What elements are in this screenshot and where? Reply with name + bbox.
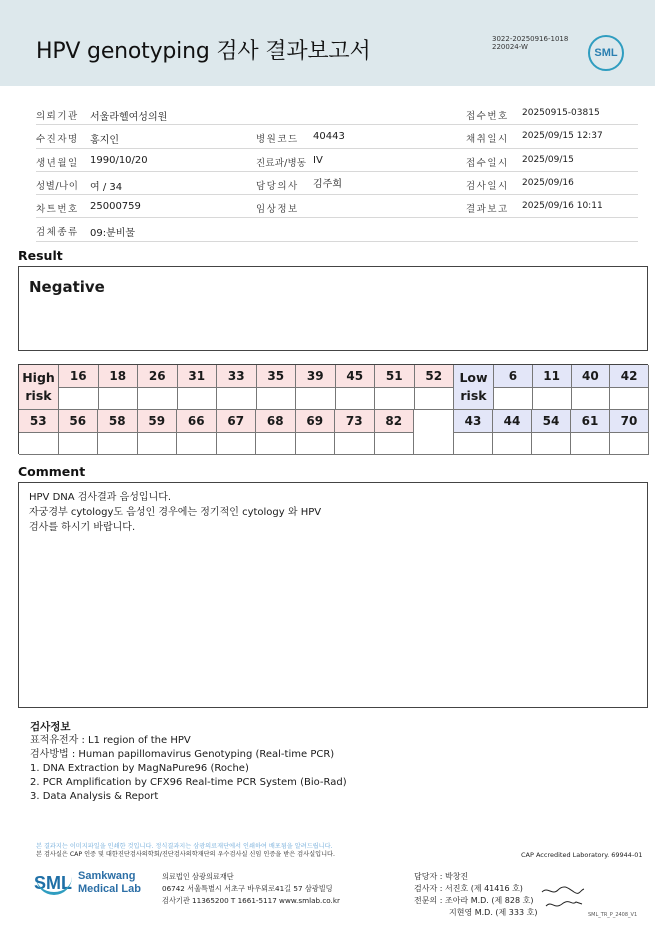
high-risk-header — [19, 365, 59, 410]
low-risk-label: Low — [459, 370, 488, 385]
low-risk-genotype-label: 42 — [610, 365, 649, 388]
info-label: 진료과/병동 — [256, 157, 307, 169]
high-risk-genotype-label: 16 — [59, 365, 99, 388]
staff-line: 검사자 : 서진호 (제 41416 호) — [414, 884, 523, 893]
info-value: 서울라헬여성의원 — [90, 112, 168, 123]
staff-line: 전문의 : 조아라 M.D. (제 828 호) — [414, 896, 534, 905]
high-risk-genotype-result — [98, 433, 138, 456]
info-row — [36, 172, 638, 195]
logo-name-line: Medical Lab — [78, 883, 141, 895]
info-value: 1990/10/20 — [90, 154, 148, 166]
high-risk-genotype-result — [296, 433, 336, 456]
low-risk-genotype-result — [610, 433, 649, 456]
test-method-info — [30, 720, 347, 804]
footer-logo-sml: SML — [34, 872, 72, 893]
org-contact: 검사기관 11365200 T 1661-5117 www.smlab.co.kr — [162, 896, 340, 905]
low-risk-label: risk — [460, 388, 487, 403]
high-risk-genotype-label: 31 — [178, 365, 218, 388]
info-row — [36, 195, 638, 218]
info-label: 의뢰기관 — [36, 111, 79, 122]
comment-heading: Comment — [18, 464, 86, 479]
high-risk-genotype-result — [296, 388, 336, 411]
info-row — [36, 125, 638, 148]
high-risk-genotype-label: 68 — [256, 410, 296, 433]
info-label: 임상정보 — [256, 204, 299, 216]
info-value: 김주희 — [313, 178, 342, 190]
staff-info — [414, 871, 537, 919]
high-risk-genotype-label: 39 — [296, 365, 336, 388]
low-risk-genotype-result — [494, 388, 533, 411]
low-risk-genotype-result — [572, 388, 611, 411]
result-value: Negative — [29, 278, 105, 296]
report-title: HPV genotyping 검사 결과보고서 — [36, 39, 371, 64]
comment-line: HPV DNA 검사결과 음성입니다. — [29, 492, 172, 503]
high-risk-genotype-result — [257, 388, 297, 411]
footer-logo — [36, 870, 141, 896]
low-risk-genotype-result — [533, 388, 572, 411]
cap-accreditation: CAP Accredited Laboratory. 69944-01 — [521, 851, 643, 859]
high-risk-genotype-result — [59, 388, 99, 411]
staff-line: 담당자 : 박창진 — [414, 872, 469, 881]
low-risk-genotype-label: 6 — [494, 365, 533, 388]
method-line: 2. PCR Amplification by CFX96 Real-time PCR System (Bio-Rad) — [30, 777, 347, 788]
info-value: 20250915-03815 — [522, 108, 600, 118]
high-risk-genotype-label: 51 — [375, 365, 415, 388]
high-risk-genotype-label: 56 — [59, 410, 99, 433]
high-risk-genotype-label: 52 — [415, 365, 455, 388]
method-line: 검사방법 : Human papillomavirus Genotyping (Real-time PCR) — [30, 749, 335, 760]
high-risk-label: High — [22, 370, 55, 385]
high-risk-genotype-result — [99, 388, 139, 411]
hpv-genotype-grid — [18, 364, 648, 454]
info-row — [36, 102, 638, 125]
form-code: SML_TR_P_2408_V1 — [588, 912, 638, 918]
low-risk-genotype-label: 43 — [454, 410, 493, 433]
low-risk-genotype-result — [532, 433, 571, 456]
high-risk-genotype-label: 58 — [98, 410, 138, 433]
high-risk-genotype-result — [336, 388, 376, 411]
high-risk-genotype-result — [375, 433, 415, 456]
info-label: 병원코드 — [256, 134, 299, 146]
staff-line: 지현영 M.D. (제 333 호) — [449, 908, 538, 917]
report-code-line-2: 220024-W — [492, 43, 528, 51]
high-risk-genotype-label: 53 — [19, 410, 59, 433]
low-risk-genotype-label: 44 — [493, 410, 532, 433]
high-risk-genotype-result — [59, 433, 99, 456]
high-risk-genotype-result — [138, 433, 178, 456]
high-risk-genotype-label: 67 — [217, 410, 257, 433]
info-label: 담당의사 — [256, 180, 299, 192]
info-value: 여 / 34 — [90, 181, 123, 193]
high-risk-genotype-result — [375, 388, 415, 411]
org-address: 06742 서울특별시 서초구 바우뫼로41길 57 삼광빌딩 — [162, 884, 333, 893]
high-risk-genotype-label: 33 — [217, 365, 257, 388]
comment-line: 자궁경부 cytology도 음성인 경우에는 정기적인 cytology 와 HPV — [29, 507, 322, 518]
low-risk-genotype-result — [493, 433, 532, 456]
low-risk-genotype-result — [454, 433, 493, 456]
sml-logo: SML — [588, 35, 624, 71]
report-code — [492, 35, 568, 51]
info-label: 차트번호 — [36, 204, 79, 216]
high-risk-genotype-label: 82 — [375, 410, 415, 433]
footer-logo-name — [78, 870, 141, 896]
grid-spacer — [414, 410, 454, 455]
high-risk-genotype-label: 45 — [336, 365, 376, 388]
notice-accreditation: 본 검사실은 CAP 인증 및 대한진단검사의학회/진단검사의학재단의 우수검사실 신임 인증을 받은 검사실입니다. — [36, 851, 335, 858]
low-risk-genotype-result — [610, 388, 649, 411]
org-name: 의료법인 삼광의료재단 — [162, 872, 234, 881]
info-row — [36, 149, 638, 172]
high-risk-genotype-label: 18 — [99, 365, 139, 388]
high-risk-genotype-label: 59 — [138, 410, 178, 433]
high-risk-genotype-label: 35 — [257, 365, 297, 388]
low-risk-genotype-label: 40 — [572, 365, 611, 388]
info-value: 2025/09/16 — [522, 177, 574, 188]
high-risk-genotype-result — [415, 388, 455, 411]
info-label: 검체종류 — [36, 227, 79, 239]
info-value: 2025/09/16 10:11 — [522, 201, 603, 212]
high-risk-genotype-label: 26 — [138, 365, 178, 388]
method-line: 3. Data Analysis & Report — [30, 791, 159, 802]
high-risk-genotype-result — [138, 388, 178, 411]
patient-info-table — [36, 102, 638, 242]
info-value: 09:분비물 — [90, 228, 136, 240]
report-code-line-1: 3022-20250916-1018 — [492, 35, 569, 43]
info-label: 생년월일 — [36, 157, 79, 169]
method-title: 검사정보 — [30, 721, 71, 733]
high-risk-genotype-result — [335, 433, 375, 456]
high-risk-genotype-result — [217, 433, 257, 456]
info-value: 40443 — [313, 131, 345, 143]
high-risk-genotype-label: 66 — [177, 410, 217, 433]
low-risk-header — [454, 365, 494, 410]
info-label: 접수번호 — [466, 111, 509, 122]
report-header — [0, 0, 655, 86]
signature-icon — [540, 884, 586, 914]
info-value: 홍지인 — [90, 135, 119, 147]
high-risk-genotype-label: 73 — [335, 410, 375, 433]
method-line: 표적유전자 : L1 region of the HPV — [30, 735, 191, 746]
comment-box — [18, 482, 648, 708]
info-value: 2025/09/15 — [522, 154, 574, 165]
high-risk-label: risk — [25, 388, 52, 403]
high-risk-genotype-result — [256, 433, 296, 456]
result-heading: Result — [18, 248, 63, 263]
footer-notice — [36, 843, 335, 859]
info-label: 검사일시 — [466, 180, 509, 192]
info-value: 2025/09/15 12:37 — [522, 131, 603, 142]
info-label: 성별/나이 — [36, 180, 79, 192]
low-risk-genotype-result — [571, 433, 610, 456]
high-risk-genotype-result — [178, 388, 218, 411]
notice-print: 본 결과지는 이미지파일을 인쇄한 것입니다. 정식결과지는 삼광의료재단에서 인쇄하여 배포됨을 알려드립니다. — [36, 843, 333, 850]
result-box — [18, 266, 648, 351]
low-risk-genotype-label: 70 — [610, 410, 649, 433]
method-line: 1. DNA Extraction by MagNaPure96 (Roche) — [30, 763, 249, 774]
info-row — [36, 218, 638, 241]
low-risk-genotype-label: 11 — [533, 365, 572, 388]
comment-line: 검사를 하시기 바랍니다. — [29, 522, 136, 533]
low-risk-genotype-label: 61 — [571, 410, 610, 433]
info-label: 결과보고 — [466, 204, 509, 216]
info-value: 25000759 — [90, 201, 141, 213]
info-label: 접수일시 — [466, 157, 509, 169]
info-label: 수진자명 — [36, 134, 79, 146]
logo-name-line: Samkwang — [78, 870, 136, 882]
low-risk-genotype-label: 54 — [532, 410, 571, 433]
high-risk-genotype-result — [177, 433, 217, 456]
info-value: IV — [313, 154, 323, 166]
high-risk-genotype-result — [19, 433, 59, 456]
info-label: 채취일시 — [466, 134, 509, 146]
high-risk-genotype-result — [217, 388, 257, 411]
organization-info — [162, 871, 340, 907]
high-risk-genotype-label: 69 — [296, 410, 336, 433]
